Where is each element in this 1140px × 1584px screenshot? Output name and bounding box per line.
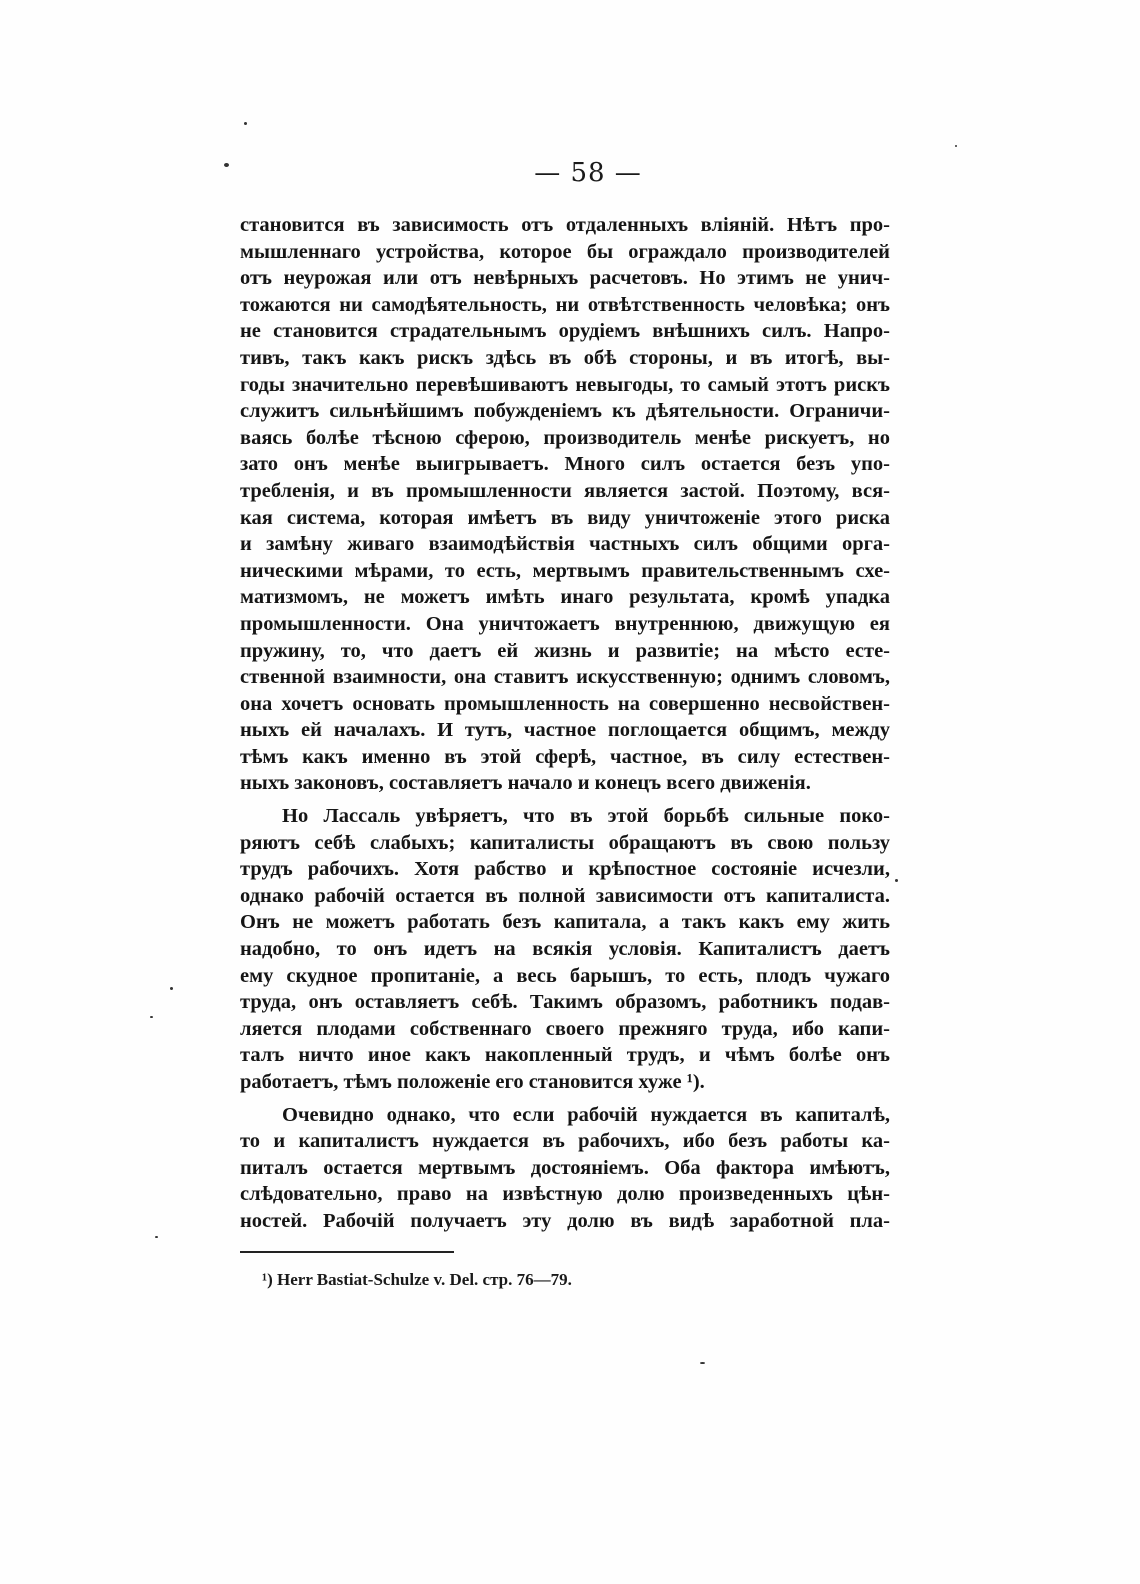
text-line: и замѣну живаго взаимодѣйствія частныхъ силъ общими орга- xyxy=(240,533,890,556)
text-line: ныхъ законовъ, составляетъ начало и конецъ всего движенія. xyxy=(240,772,811,795)
text-line: работаетъ, тѣмъ положеніе его становится хуже ¹). xyxy=(240,1071,705,1093)
text-line: ему скудное пропитаніе, а весь барышъ, то есть, плодъ чужаго xyxy=(240,964,890,987)
text-line: кая система, которая имѣетъ въ виду уничтоженіе этого риска xyxy=(240,506,890,529)
page-number: — 58 — xyxy=(534,158,642,188)
text-line: труда, онъ оставляетъ себѣ. Такимъ образомъ, работникъ подав- xyxy=(240,991,890,1014)
text-line: талъ ничто иное какъ накопленный трудъ, и чѣмъ болѣе онъ xyxy=(240,1044,890,1067)
text-line: тожаются ни самодѣятельность, ни отвѣтственность человѣка; онъ xyxy=(240,293,890,316)
text-line: служитъ сильнѣйшимъ побужденіемъ къ дѣятельности. Ограничи- xyxy=(240,400,890,423)
scan-speck xyxy=(170,987,173,990)
scan-speck xyxy=(955,145,957,147)
text-line: Но Лассаль увѣряетъ, что въ этой борьбѣ сильные поко- xyxy=(282,805,890,828)
text-line: ственной взаимности, она ставитъ искусственную; однимъ словомъ, xyxy=(240,666,890,689)
scan-speck xyxy=(895,879,898,882)
text-line: ваясь болѣе тѣсною сферою, производитель менѣе рискуетъ, но xyxy=(240,426,890,449)
text-line: Онъ не можетъ работать безъ капитала, а такъ какъ ему жить xyxy=(240,911,890,934)
footnote: ¹) Herr Bastiat-Schulze v. Del. стр. 76—79. xyxy=(262,1270,572,1289)
scan-speck xyxy=(224,163,229,167)
scan-speck xyxy=(700,1362,705,1364)
text-line: ническими мѣрами, то есть, мертвымъ правительственнымъ схе- xyxy=(240,559,890,582)
scan-speck xyxy=(150,1016,153,1018)
text-line: тѣмъ какъ именно въ этой сферѣ, частное, въ силу естествен- xyxy=(240,745,890,768)
text-line: то и капиталистъ нуждается въ рабочихъ, ибо безъ работы ка- xyxy=(240,1130,890,1153)
scan-speck xyxy=(155,1236,158,1238)
scan-speck xyxy=(244,122,247,125)
text-line: ляется плодами собственнаго своего прежняго труда, ибо капи- xyxy=(240,1017,890,1040)
text-line: не становится страдательнымъ орудіемъ внѣшнихъ силъ. Напро- xyxy=(240,320,890,343)
text-line: пружину, то, что даетъ ей жизнь и развитіе; на мѣсто есте- xyxy=(240,639,890,662)
text-line: питалъ остается мертвымъ достояніемъ. Оба фактора имѣютъ, xyxy=(240,1156,890,1179)
text-line: отъ неурожая или отъ невѣрныхъ расчетовъ. Но этимъ не унич- xyxy=(240,267,890,290)
body-text xyxy=(240,212,890,1235)
text-line: становится въ зависимость отъ отдаленныхъ вліяній. Нѣтъ про- xyxy=(240,214,890,236)
text-line: слѣдовательно, право на извѣстную долю произведенныхъ цѣн- xyxy=(240,1183,890,1206)
text-line: мышленнаго устройства, которое бы ограждало производителей xyxy=(240,240,890,263)
text-line: однако рабочій остается въ полной зависимости отъ капиталиста. xyxy=(240,884,890,907)
text-line: надобно, то онъ идетъ на всякія условія. Капиталистъ даетъ xyxy=(240,938,890,961)
text-line: она хочетъ основать промышленность на совершенно несвойствен- xyxy=(240,692,890,715)
text-line: трудъ рабочихъ. Хотя рабство и крѣпостное состояніе исчезли, xyxy=(240,858,890,881)
footnote-rule xyxy=(240,1251,454,1253)
text-line: ностей. Рабочій получаетъ эту долю въ видѣ заработной пла- xyxy=(240,1209,890,1232)
text-line: требленія, и въ промышленности является застой. Поэтому, вся- xyxy=(240,479,890,502)
text-line: ныхъ ей началахъ. И тутъ, частное поглощается общимъ, между xyxy=(240,719,890,742)
text-line: матизмомъ, не можетъ имѣть инаго результата, кромѣ упадка xyxy=(240,586,890,609)
text-line: годы значительно перевѣшиваютъ невыгоды, то самый этотъ рискъ xyxy=(240,373,890,396)
text-line: зато онъ менѣе выигрываетъ. Много силъ остается безъ упо- xyxy=(240,453,890,476)
text-line: Очевидно однако, что если рабочій нуждается въ капиталѣ, xyxy=(282,1103,890,1126)
text-line: тивъ, такъ какъ рискъ здѣсь въ обѣ стороны, и въ итогѣ, вы- xyxy=(240,346,890,369)
text-line: ряютъ себѣ слабыхъ; капиталисты обращаютъ въ свою пользу xyxy=(240,831,890,854)
text-line: промышленности. Она уничтожаетъ внутреннюю, движущую ея xyxy=(240,612,890,635)
